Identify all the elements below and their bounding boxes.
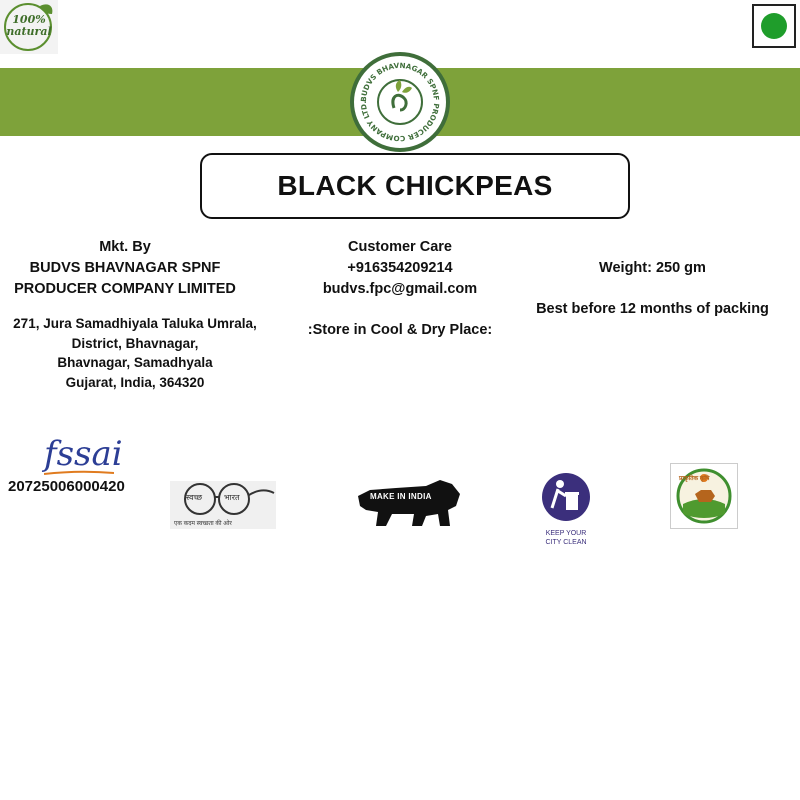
fssai-license-number: 20725006000420 xyxy=(8,478,125,495)
fssai-logo xyxy=(44,434,123,476)
seal-emblem-icon xyxy=(354,56,446,148)
keep-clean-line1: KEEP YOUR xyxy=(545,530,587,537)
marketer-name-line1: BUDVS BHAVNAGAR SPNF xyxy=(29,260,221,276)
litter-bin-icon xyxy=(536,472,596,522)
company-seal xyxy=(350,52,450,152)
keep-clean-line2: CITY CLEAN xyxy=(545,539,587,546)
swachh-tagline: एक कदम स्वच्छता की ओर xyxy=(174,521,232,527)
natural-farming-logo xyxy=(670,463,738,529)
vegetarian-mark-icon xyxy=(752,4,796,48)
marketer-block xyxy=(0,237,250,300)
make-in-india-logo xyxy=(356,476,462,528)
best-before: Best before 12 months of packing xyxy=(536,301,769,317)
customer-care-email: budvs.fpc@gmail.com xyxy=(322,281,478,297)
seal-text: BUDVS BHAVNAGAR SPNF PRODUCER COMPANY LTD. xyxy=(358,60,442,144)
keep-clean-text xyxy=(536,529,596,547)
net-weight: Weight: 250 gm xyxy=(599,260,706,276)
storage-instruction: :Store in Cool & Dry Place: xyxy=(307,322,493,338)
veg-dot xyxy=(761,13,787,39)
natural-badge xyxy=(0,0,58,54)
product-title-box xyxy=(200,153,630,219)
marketer-address xyxy=(0,314,270,392)
keep-city-clean-logo xyxy=(536,472,596,546)
svg-text:BUDVS BHAVNAGAR SPNF PRODUCER xyxy=(359,61,441,143)
swachh-word: स्वच्छ xyxy=(186,493,203,502)
customer-care-label: Customer Care xyxy=(348,239,452,255)
product-title: BLACK CHICKPEAS xyxy=(277,170,553,201)
address-line: 271, Jura Samadhiyala Taluka Umrala, xyxy=(13,316,257,331)
make-in-india-text: MAKE IN INDIA xyxy=(370,492,432,501)
customer-care-block xyxy=(290,237,510,300)
address-line: District, Bhavnagar, xyxy=(71,335,199,351)
swachh-bharat-logo xyxy=(170,481,276,529)
marketer-name-line2: PRODUCER COMPANY LIMITED xyxy=(14,281,236,297)
lion-icon xyxy=(356,476,462,528)
bharat-word: भारत xyxy=(224,493,240,502)
customer-care-phone: +916354209214 xyxy=(347,260,453,276)
organic-text: प्राकृतिक कृषि xyxy=(679,476,710,482)
address-line: Gujarat, India, 364320 xyxy=(65,374,205,390)
address-line: Bhavnagar, Samadhyala xyxy=(57,355,213,370)
natural-badge-text: 100% natural xyxy=(6,13,52,38)
fssai-logo-text: fssai xyxy=(44,434,123,474)
marketer-label: Mkt. By xyxy=(99,239,151,255)
